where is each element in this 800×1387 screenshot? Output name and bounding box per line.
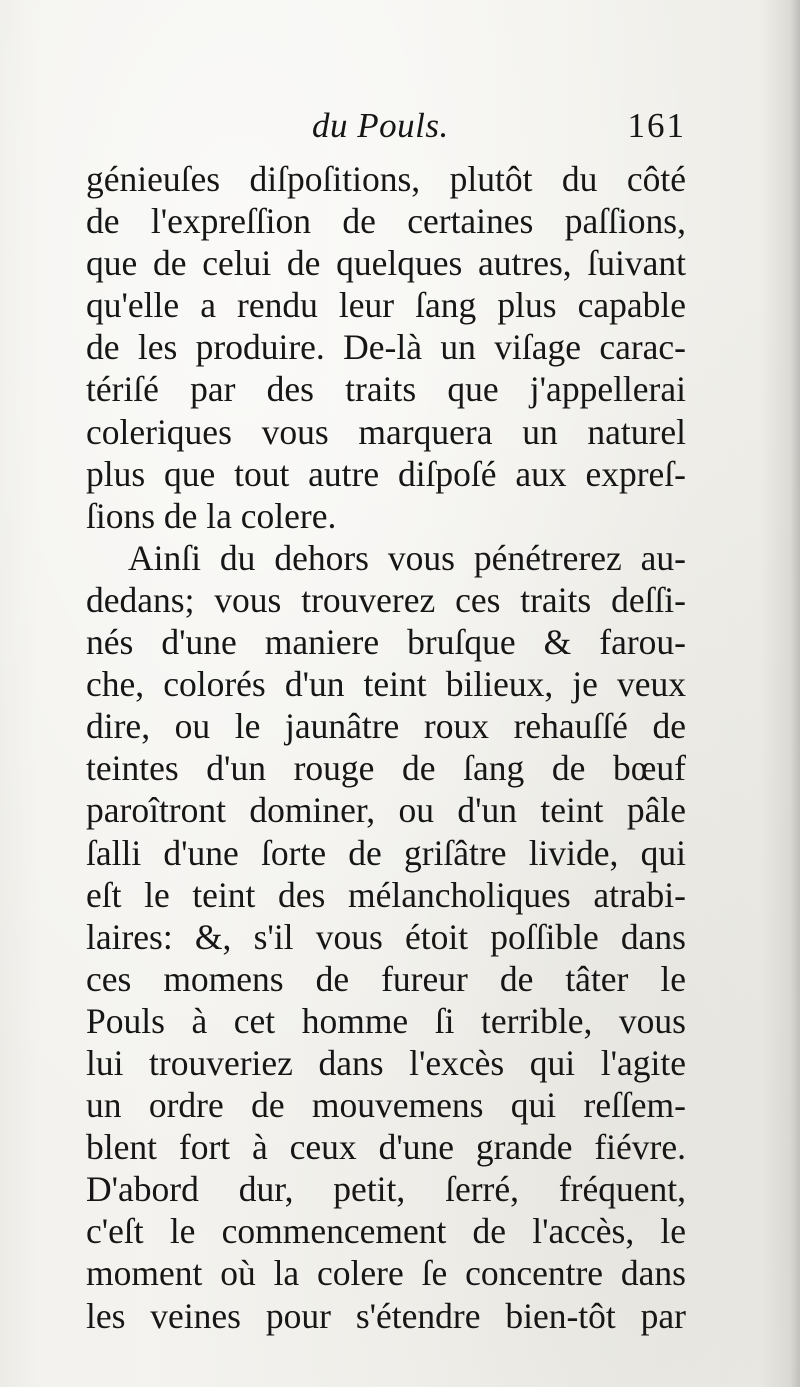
text-line: teintes d'un rouge de ſang de bœuf (86, 748, 686, 789)
running-head: du Pouls. (312, 106, 449, 145)
text-line: plus que tout autre diſpoſé aux expreſ- (86, 453, 686, 494)
text-line: ſions de la colere. (86, 495, 337, 536)
text-line: eſt le teint des mélancholiques atrabi- (86, 874, 686, 915)
text-line: moment où la colere ſe concentre dans (86, 1253, 686, 1294)
text-line: che, colorés d'un teint bilieux, je veux (86, 664, 686, 705)
text-line: nés d'une maniere bruſque & farou- (86, 622, 686, 663)
text-line: Ainſi du dehors vous pénétrerez au- (128, 537, 686, 578)
text-line: de les produire. De-là un viſage carac- (86, 327, 686, 368)
text-line: dire, ou le jaunâtre roux rehauſſé de (86, 706, 686, 747)
page-header (86, 106, 686, 158)
text-line: Pouls à cet homme ſi terrible, vous (86, 1000, 686, 1041)
text-line: c'eſt le commencement de l'accès, le (86, 1211, 686, 1252)
text-line: laires: &, s'il vous étoit poſſible dans (86, 916, 686, 957)
text-line: les veines pour s'étendre bien-tôt par (86, 1295, 686, 1336)
text-line: D'abord dur, petit, ſerré, fréquent, (86, 1169, 686, 1210)
text-line: lui trouveriez dans l'excès qui l'agite (86, 1042, 686, 1083)
text-line: paroîtront dominer, ou d'un teint pâle (86, 790, 686, 831)
text-line: génieuſes diſpoſitions, plutôt du côté (86, 159, 686, 199)
text-line: ces momens de fureur de tâter le (86, 958, 686, 999)
text-line: blent fort à ceux d'une grande fiévre. (86, 1127, 686, 1168)
text-line: tériſé par des traits que j'appellerai (86, 369, 686, 410)
text-line: un ordre de mouvemens qui reſſem- (86, 1085, 686, 1126)
text-line: de l'expreſſion de certaines paſſions, (86, 201, 686, 242)
text-line: ſalli d'une ſorte de griſâtre livide, qui (86, 832, 686, 873)
text-line: dedans; vous trouverez ces traits deſſi- (86, 579, 686, 620)
page-number: 161 (627, 106, 686, 145)
text-line: que de celui de quelques autres, ſuivant (86, 243, 686, 284)
text-line: qu'elle a rendu leur ſang plus capable (86, 285, 686, 326)
text-line: coleriques vous marquera un naturel (86, 411, 686, 452)
body-text (86, 158, 686, 1337)
